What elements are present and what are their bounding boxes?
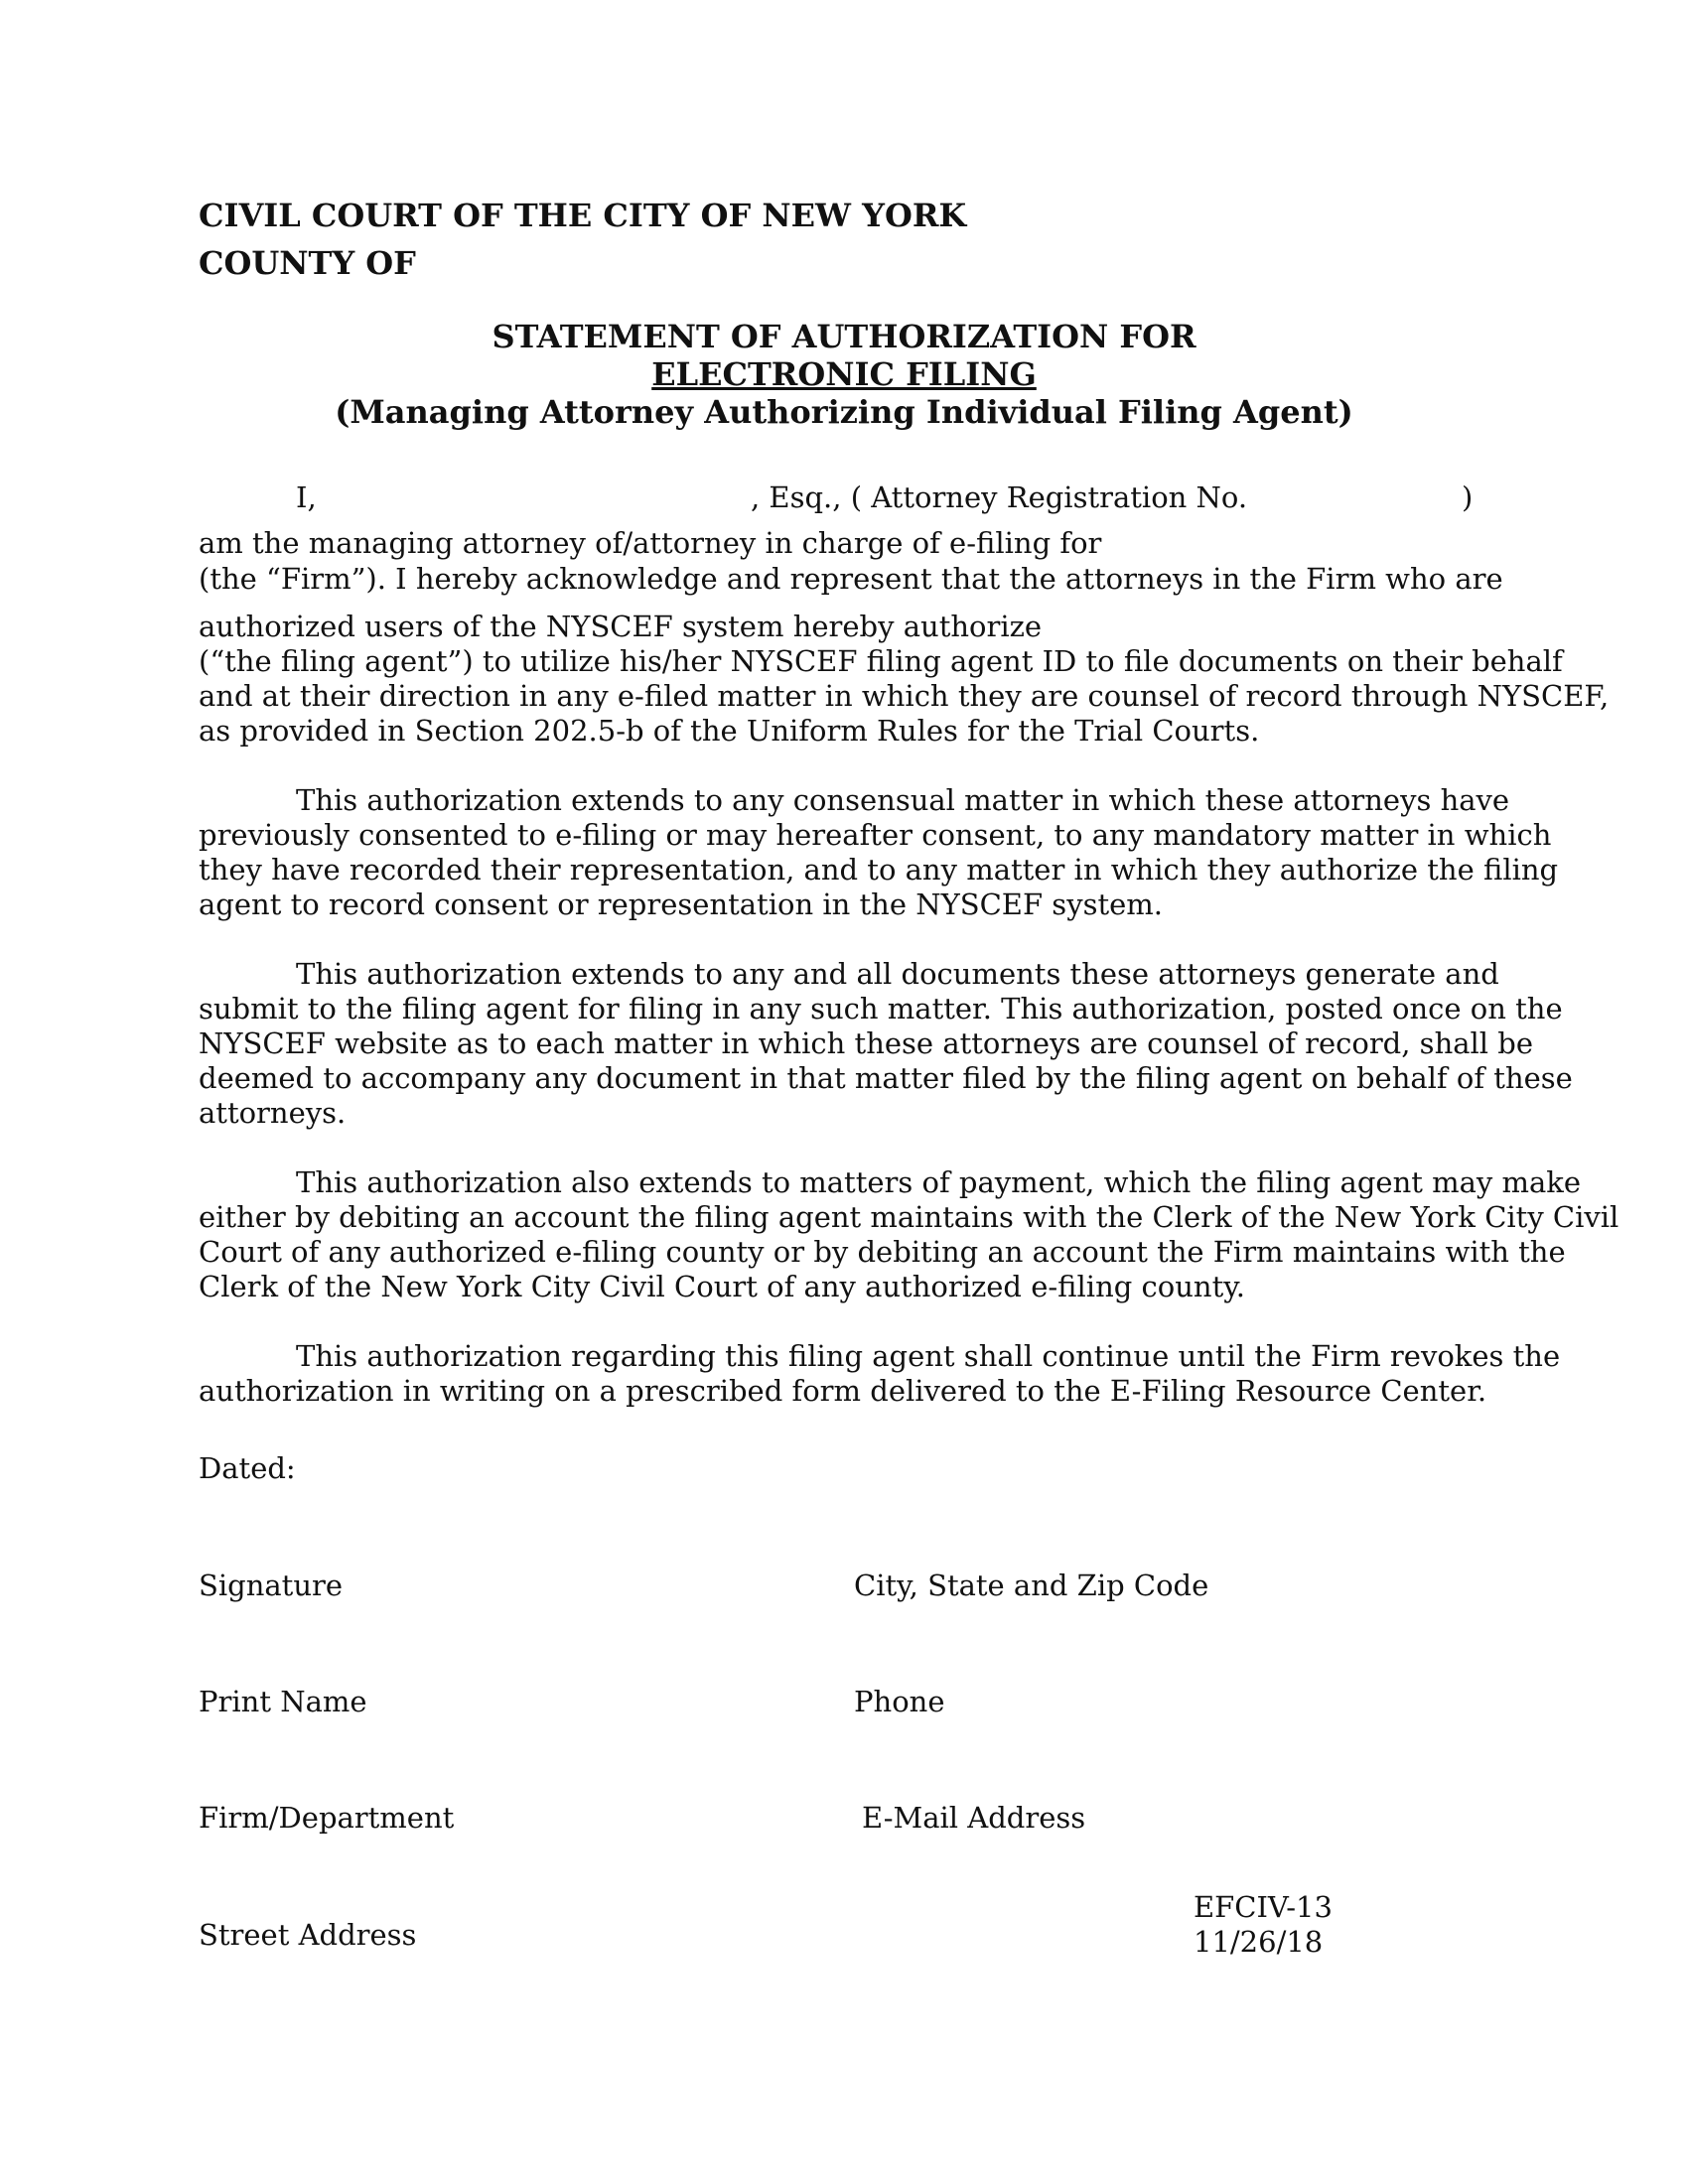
print-name-label: Print Name — [199, 1685, 367, 1718]
form-title-line1: STATEMENT OF AUTHORIZATION FOR — [492, 318, 1196, 355]
paragraph-line: authorization in writing on a prescribed form delivered to the E-Filing Resource Center. — [199, 1374, 1487, 1408]
court-name: CIVIL COURT OF THE CITY OF NEW YORK — [199, 197, 967, 234]
paragraph-line: they have recorded their representation, and to any matter in which they authorize the filing — [199, 853, 1559, 887]
paragraph-line: submit to the filing agent for filing in any such matter. This authorization, posted once on the — [199, 992, 1563, 1025]
phone-label: Phone — [854, 1685, 945, 1718]
city-state-zip-label: City, State and Zip Code — [854, 1569, 1209, 1602]
county-label: COUNTY OF — [199, 244, 416, 282]
attorney-registration-close: ) — [1462, 480, 1474, 514]
signature-label: Signature — [199, 1569, 344, 1602]
form-revision-date: 11/26/18 — [1194, 1925, 1324, 1959]
intro-line: as provided in Section 202.5-b of the Uniform Rules for the Trial Courts. — [199, 714, 1260, 748]
paragraph-line: deemed to accompany any document in that matter filed by the filing agent on behalf of these — [199, 1061, 1573, 1095]
intro-line: authorized users of the NYSCEF system hereby authorize — [199, 610, 1043, 643]
attorney-registration-label: , Esq., ( Attorney Registration No. — [751, 480, 1248, 514]
paragraph-line: Clerk of the New York City Civil Court of any authorized e-filing county. — [199, 1270, 1245, 1303]
paragraph-line: This authorization regarding this filing agent shall continue until the Firm revokes the — [296, 1339, 1561, 1373]
dated-label: Dated: — [199, 1451, 296, 1485]
paragraph-line: This authorization extends to any and all documents these attorneys generate and — [296, 957, 1499, 991]
paragraph-line: agent to record consent or representation in the NYSCEF system. — [199, 887, 1163, 921]
form-title-line3: (Managing Attorney Authorizing Individual Filing Agent) — [335, 393, 1353, 431]
paragraph-line: This authorization extends to any consensual matter in which these attorneys have — [296, 783, 1510, 817]
paragraph-line: attorneys. — [199, 1096, 347, 1130]
form-code: EFCIV-13 — [1194, 1890, 1333, 1924]
email-label: E-Mail Address — [862, 1801, 1086, 1835]
intro-line: am the managing attorney of/attorney in charge of e-filing for — [199, 526, 1102, 560]
form-title-line2: ELECTRONIC FILING — [651, 355, 1037, 393]
paragraph-line: previously consented to e-filing or may hereafter consent, to any mandatory matter in which — [199, 818, 1552, 852]
firm-department-label: Firm/Department — [199, 1801, 455, 1835]
paragraph-line: Court of any authorized e-filing county or by debiting an account the Firm maintains with the — [199, 1235, 1566, 1269]
intro-line: (“the filing agent”) to utilize his/her NYSCEF filing agent ID to file documents on their behalf — [199, 644, 1563, 678]
attorney-name-label: I, — [296, 480, 317, 514]
street-address-label: Street Address — [199, 1918, 417, 1952]
intro-line: and at their direction in any e-filed matter in which they are counsel of record through NYSCEF, — [199, 679, 1610, 713]
paragraph-line: This authorization also extends to matters of payment, which the filing agent may make — [296, 1165, 1582, 1199]
paragraph-line: either by debiting an account the filing agent maintains with the Clerk of the New York City Civil — [199, 1200, 1619, 1234]
intro-line: (the “Firm”). I hereby acknowledge and represent that the attorneys in the Firm who are — [199, 562, 1503, 596]
paragraph-line: NYSCEF website as to each matter in which these attorneys are counsel of record, shall be — [199, 1026, 1534, 1060]
